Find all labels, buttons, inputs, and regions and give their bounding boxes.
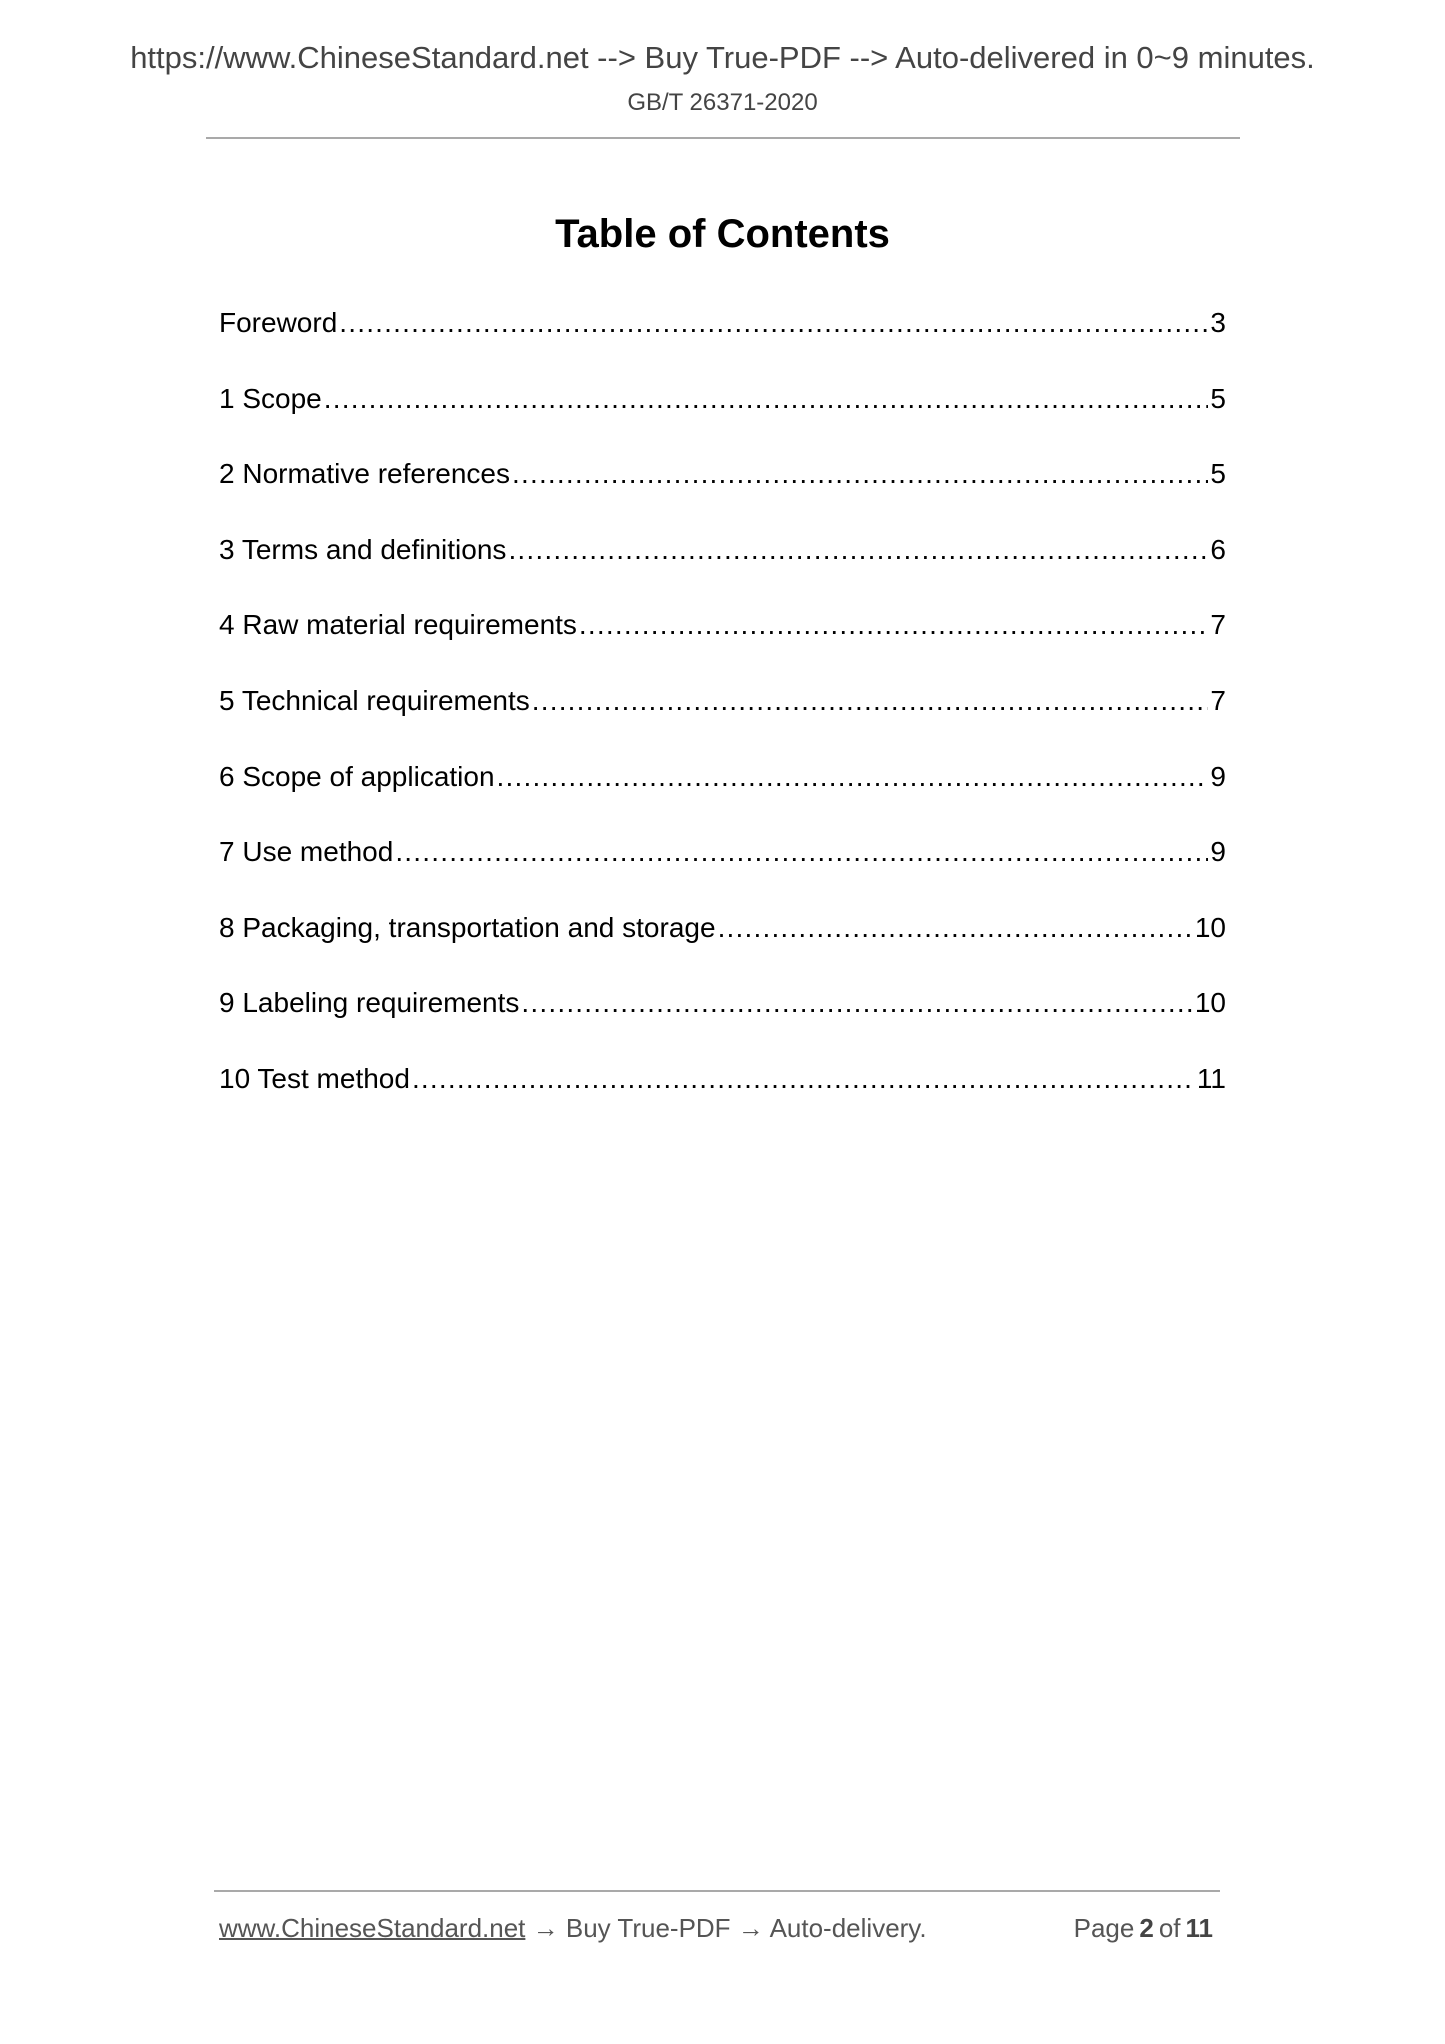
toc-entry-label: 5 Technical requirements xyxy=(219,684,530,716)
table-of-contents xyxy=(219,306,1226,1138)
current-page: 2 xyxy=(1139,1913,1154,1943)
dot-leader xyxy=(579,608,1209,642)
toc-entry-terms-and-definitions[interactable] xyxy=(219,533,1226,609)
toc-entry-page: 5 xyxy=(1210,458,1226,490)
dot-leader xyxy=(339,306,1208,340)
dot-leader xyxy=(497,760,1209,794)
toc-entry-packaging[interactable] xyxy=(219,911,1226,987)
toc-entry-label: 9 Labeling requirements xyxy=(219,987,520,1019)
page-title: Table of Contents xyxy=(555,211,890,256)
toc-entry-technical-requirements[interactable] xyxy=(219,684,1226,760)
toc-entry-raw-material-requirements[interactable] xyxy=(219,608,1226,684)
footer-promo xyxy=(219,1912,927,1944)
page-footer xyxy=(219,1912,1213,1944)
toc-entry-page: 10 xyxy=(1194,987,1226,1019)
dot-leader xyxy=(512,457,1208,491)
toc-entry-label: Foreword xyxy=(219,307,338,338)
toc-entry-test-method[interactable] xyxy=(219,1062,1226,1138)
toc-entry-page: 11 xyxy=(1196,1062,1226,1094)
header-banner: https://www.ChineseStandard.net --> Buy True-PDF --> Auto-delivered in 0~9 minutes. xyxy=(130,40,1315,75)
toc-entry-label: 8 Packaging, transportation and storage xyxy=(219,911,716,943)
toc-entry-page: 3 xyxy=(1210,307,1226,338)
toc-entry-use-method[interactable] xyxy=(219,835,1226,911)
toc-entry-label: 6 Scope of application xyxy=(219,760,495,792)
toc-entry-foreword[interactable] xyxy=(219,306,1226,382)
toc-entry-page: 10 xyxy=(1194,911,1226,943)
toc-entry-label: 2 Normative references xyxy=(219,458,511,490)
toc-entry-page: 7 xyxy=(1210,609,1226,641)
footer-promo-text: → Buy True-PDF → Auto-delivery. xyxy=(525,1913,927,1943)
toc-entry-label: 10 Test method xyxy=(219,1062,410,1094)
toc-entry-labeling-requirements[interactable] xyxy=(219,986,1226,1062)
page-word: Page xyxy=(1073,1913,1135,1943)
header-divider xyxy=(206,137,1240,139)
dot-leader xyxy=(532,684,1209,718)
toc-entry-page: 6 xyxy=(1210,533,1226,565)
toc-entry-label: 4 Raw material requirements xyxy=(219,609,577,641)
toc-entry-page: 5 xyxy=(1210,382,1226,414)
toc-entry-page: 7 xyxy=(1210,684,1226,716)
standard-number: GB/T 26371-2020 xyxy=(627,89,818,116)
of-word: of xyxy=(1158,1913,1181,1943)
dot-leader xyxy=(324,382,1209,416)
footer-divider xyxy=(214,1890,1220,1892)
toc-entry-page: 9 xyxy=(1210,836,1226,868)
toc-entry-scope-of-application[interactable] xyxy=(219,760,1226,836)
toc-entry-label: 1 Scope xyxy=(219,382,322,414)
dot-leader xyxy=(412,1062,1195,1096)
total-pages: 11 xyxy=(1185,1913,1213,1943)
toc-entry-scope[interactable] xyxy=(219,382,1226,458)
dot-leader xyxy=(508,533,1208,567)
toc-entry-page: 9 xyxy=(1210,760,1226,792)
page-indicator xyxy=(1069,1912,1213,1944)
dot-leader xyxy=(521,986,1192,1020)
dot-leader xyxy=(395,835,1208,869)
footer-site-link[interactable]: www.ChineseStandard.net xyxy=(219,1913,526,1943)
toc-entry-label: 3 Terms and definitions xyxy=(219,533,507,565)
dot-leader xyxy=(718,911,1193,945)
toc-entry-normative-references[interactable] xyxy=(219,457,1226,533)
toc-entry-label: 7 Use method xyxy=(219,836,394,868)
